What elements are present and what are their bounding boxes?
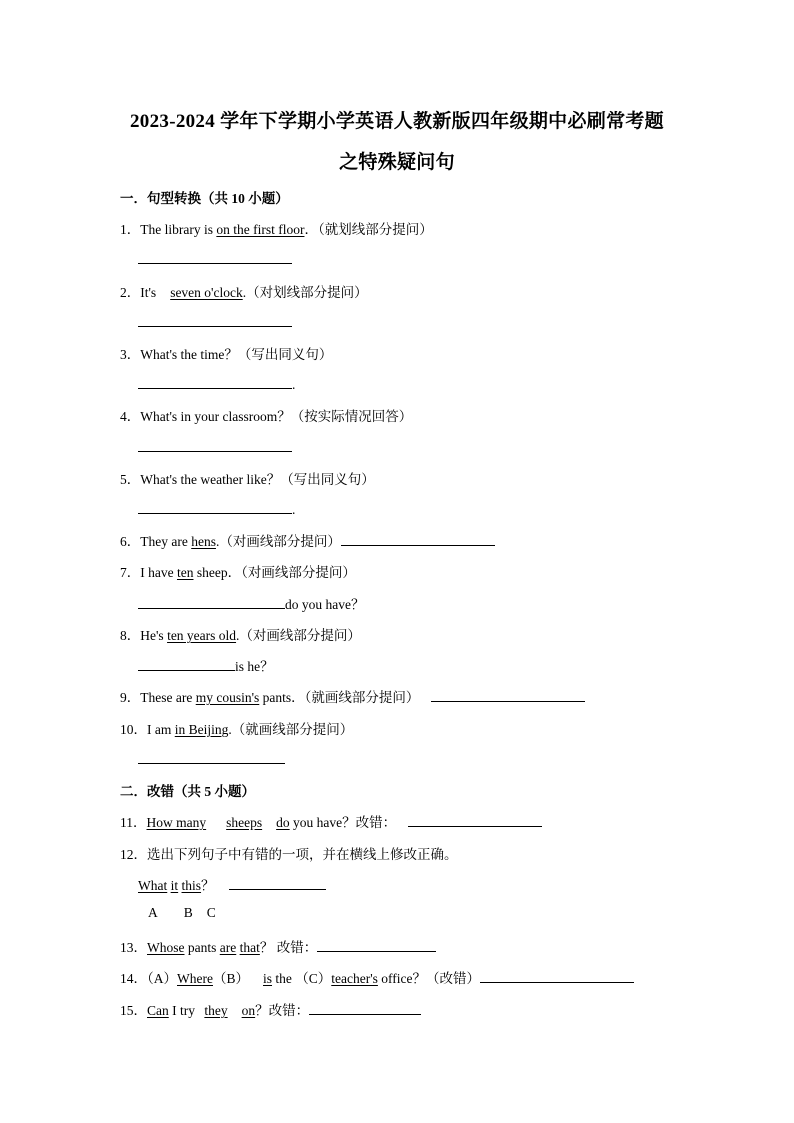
question-12-sentence: What it this？ [138, 874, 326, 894]
page-subtitle: 之特殊疑问句 [339, 152, 455, 173]
answer-line-8[interactable]: is he？ [138, 655, 274, 675]
question-2: 2．It's seven o'clock.（对划线部分提问） [120, 285, 368, 300]
underlined-phrase: hens [191, 534, 216, 549]
question-12: 12．选出下列句子中有错的一项，并在横线上修改正确。 [120, 847, 458, 862]
question-11: 11．How many sheeps do you have？改错： [120, 811, 542, 831]
question-1: 1．The library is on the first floor．（就划线部分提问） [120, 222, 433, 237]
question-4: 4．What's in your classroom？（按实际情况回答） [120, 409, 413, 424]
question-number: 1． [120, 222, 141, 237]
underlined-phrase: ten years old [167, 628, 237, 643]
question-number: 6． [120, 534, 141, 549]
question-7: 7．I have ten sheep．（对画线部分提问） [120, 565, 356, 580]
question-number: 10． [120, 722, 147, 737]
option-a: Whose [147, 940, 185, 955]
question-number: 8． [120, 628, 141, 643]
question-8: 8．He's ten years old.（对画线部分提问） [120, 628, 361, 643]
option-c: this [181, 878, 202, 893]
option-b: is [263, 971, 273, 986]
question-5: 5．What's the weather like？（写出同义句） [120, 472, 375, 487]
question-number: 13． [120, 940, 147, 955]
question-number: 4． [120, 409, 141, 424]
page-title: 2023-2024 学年下学期小学英语人教新版四年级期中必刷常考题 [130, 111, 664, 132]
answer-line-15[interactable] [309, 1000, 421, 1015]
question-3: 3．What's the time？（写出同义句） [120, 347, 333, 362]
question-15: 15．Can I try they on？改错： [120, 999, 421, 1019]
answer-line-6[interactable] [341, 531, 495, 546]
question-13: 13．Whose pants are that？ 改错： [120, 936, 436, 956]
option-c: that [239, 940, 260, 955]
question-number: 5． [120, 472, 141, 487]
answer-line-2[interactable] [138, 312, 292, 331]
answer-line-9[interactable] [431, 687, 585, 702]
question-9: 9．These are my cousin's pants．（就画线部分提问） [120, 686, 585, 706]
answer-line-12[interactable] [229, 875, 326, 890]
answer-line-14[interactable] [480, 968, 634, 983]
answer-line-11[interactable] [408, 812, 542, 827]
question-10: 10．I am in Beijing.（就画线部分提问） [120, 722, 354, 737]
question-14: 14．（A）Where（B） is the （C）teacher's office？（改错） [120, 967, 634, 987]
option-letters: A B C [148, 905, 216, 920]
underlined-phrase: ten [176, 565, 194, 580]
question-number: 11． [120, 815, 147, 830]
option-a: What [138, 878, 168, 893]
option-a: Where [177, 971, 213, 986]
option-c: do [276, 815, 290, 830]
answer-line-10[interactable] [138, 749, 285, 768]
section-heading-2: 二．改错（共 5 小题） [120, 784, 255, 799]
underlined-phrase: in Beijing [174, 722, 229, 737]
answer-line-7[interactable]: do you have？ [138, 593, 364, 613]
answer-line-5[interactable]: . [138, 499, 295, 518]
question-number: 14． [120, 971, 147, 986]
question-number: 15． [120, 1003, 147, 1018]
underlined-phrase: on the first floor [216, 222, 305, 237]
question-number: 7． [120, 565, 141, 580]
underlined-phrase: seven o'clock [170, 285, 243, 300]
question-number: 12． [120, 847, 147, 862]
option-b: are [219, 940, 237, 955]
option-b: sheeps [226, 815, 263, 830]
option-b: they [204, 1003, 228, 1018]
answer-line-13[interactable] [317, 937, 436, 952]
underlined-phrase: my cousin's [195, 690, 260, 705]
option-c: teacher's [331, 971, 378, 986]
option-c: on [241, 1003, 256, 1018]
option-a: Can [147, 1003, 169, 1018]
answer-line-3[interactable]: . [138, 374, 295, 393]
question-number: 9． [120, 690, 141, 705]
option-b: it [170, 878, 179, 893]
section-heading-1: 一．句型转换（共 10 小题） [120, 191, 289, 206]
option-a: How many [146, 815, 207, 830]
answer-line-4[interactable] [138, 437, 292, 456]
question-number: 3． [120, 347, 141, 362]
question-number: 2． [120, 285, 141, 300]
answer-line-1[interactable] [138, 249, 292, 268]
question-6: 6．They are hens.（对画线部分提问） [120, 530, 495, 550]
